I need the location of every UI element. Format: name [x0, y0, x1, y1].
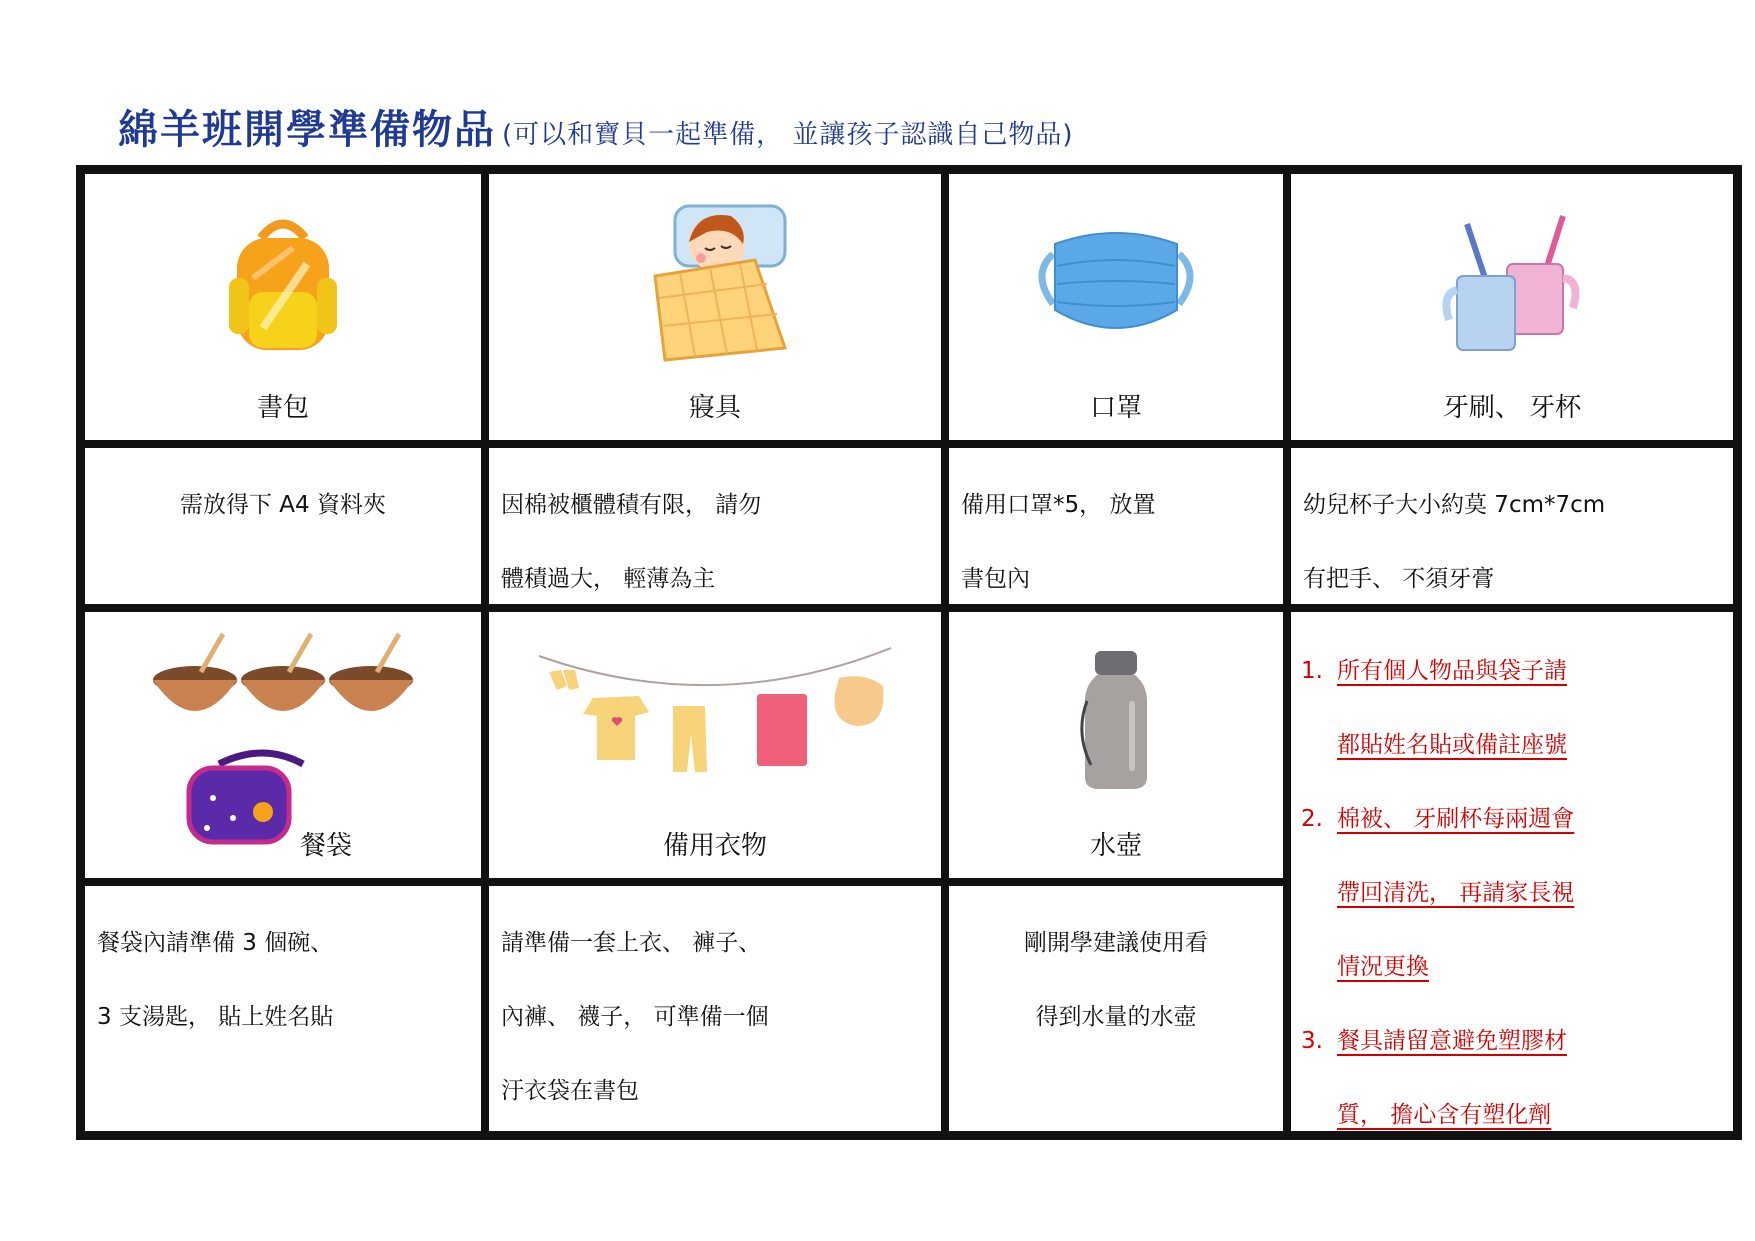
sleeping-child-icon	[489, 188, 941, 378]
item-desc-meal-bag	[83, 884, 483, 1133]
desc-line: 有把手、 不須牙膏	[1303, 566, 1495, 592]
desc-line: 汙衣袋在書包	[501, 1078, 639, 1104]
item-label: 餐袋	[300, 831, 353, 861]
backpack-icon	[85, 188, 481, 378]
item-label: 牙刷、 牙杯	[1442, 393, 1582, 423]
item-desc-toothbrush	[1289, 446, 1735, 606]
desc-line: 備用口罩*5， 放置	[961, 492, 1156, 518]
item-cell-mask	[947, 172, 1285, 442]
desc-line: 請準備一套上衣、 褲子、	[501, 930, 762, 956]
desc-line: 得到水量的水壺	[1035, 1004, 1197, 1030]
bowls-bag-icon	[85, 622, 481, 852]
item-desc-water-bottle	[947, 884, 1285, 1133]
item-label: 寢具	[688, 393, 741, 423]
item-cell-bedding	[487, 172, 943, 442]
note-line: 帶回清洗， 再請家長視	[1337, 880, 1575, 906]
notes-cell	[1289, 610, 1735, 1133]
supplies-table	[76, 165, 1742, 1140]
item-cell-water-bottle	[947, 610, 1285, 880]
title-subtitle: (可以和寶貝一起準備， 並讓孩子認識自己物品)	[502, 120, 1074, 150]
item-label: 書包	[256, 393, 309, 423]
item-label: 備用衣物	[662, 831, 767, 861]
desc-line: 因棉被櫃體積有限， 請勿	[501, 492, 762, 518]
item-cell-spare-clothes	[487, 610, 943, 880]
face-mask-icon	[949, 188, 1283, 378]
item-desc-backpack	[83, 446, 483, 606]
note-item	[1301, 782, 1723, 1004]
note-line: 都貼姓名貼或備註座號	[1337, 732, 1567, 758]
desc-line: 剛開學建議使用看	[1024, 930, 1208, 956]
note-number: 3.	[1301, 1028, 1323, 1054]
item-desc-mask	[947, 446, 1285, 606]
title-main: 綿羊班開學準備物品	[118, 107, 496, 153]
desc-line: 3 支湯匙， 貼上姓名貼	[97, 1004, 334, 1030]
note-item	[1301, 1004, 1723, 1133]
note-item	[1301, 634, 1723, 782]
desc-line: 需放得下 A4 資料夾	[180, 492, 386, 518]
desc-line: 書包內	[961, 566, 1030, 592]
note-line: 餐具請留意避免塑膠材	[1337, 1028, 1567, 1054]
desc-line: 幼兒杯子大小約莫 7cm*7cm	[1303, 492, 1606, 518]
note-line: 質， 擔心含有塑化劑	[1337, 1102, 1552, 1128]
water-bottle-icon	[949, 630, 1283, 810]
page-title	[118, 95, 1678, 155]
note-number: 2.	[1301, 806, 1323, 832]
item-label: 口罩	[1089, 393, 1142, 423]
note-number: 1.	[1301, 658, 1323, 684]
desc-line: 內褲、 襪子， 可準備一個	[501, 1004, 769, 1030]
note-line: 所有個人物品與袋子請	[1337, 658, 1567, 684]
item-desc-bedding	[487, 446, 943, 606]
item-cell-toothbrush	[1289, 172, 1735, 442]
clothesline-icon	[489, 632, 941, 822]
desc-line: 餐袋內請準備 3 個碗、	[97, 930, 334, 956]
desc-line: 體積過大， 輕薄為主	[501, 566, 716, 592]
note-line: 情況更換	[1337, 954, 1429, 980]
item-label: 水壺	[1089, 831, 1142, 861]
item-cell-meal-bag	[83, 610, 483, 880]
item-cell-backpack	[83, 172, 483, 442]
item-desc-spare-clothes	[487, 884, 943, 1133]
note-line: 棉被、 牙刷杯每兩週會	[1337, 806, 1575, 832]
toothbrush-cups-icon	[1291, 188, 1733, 378]
